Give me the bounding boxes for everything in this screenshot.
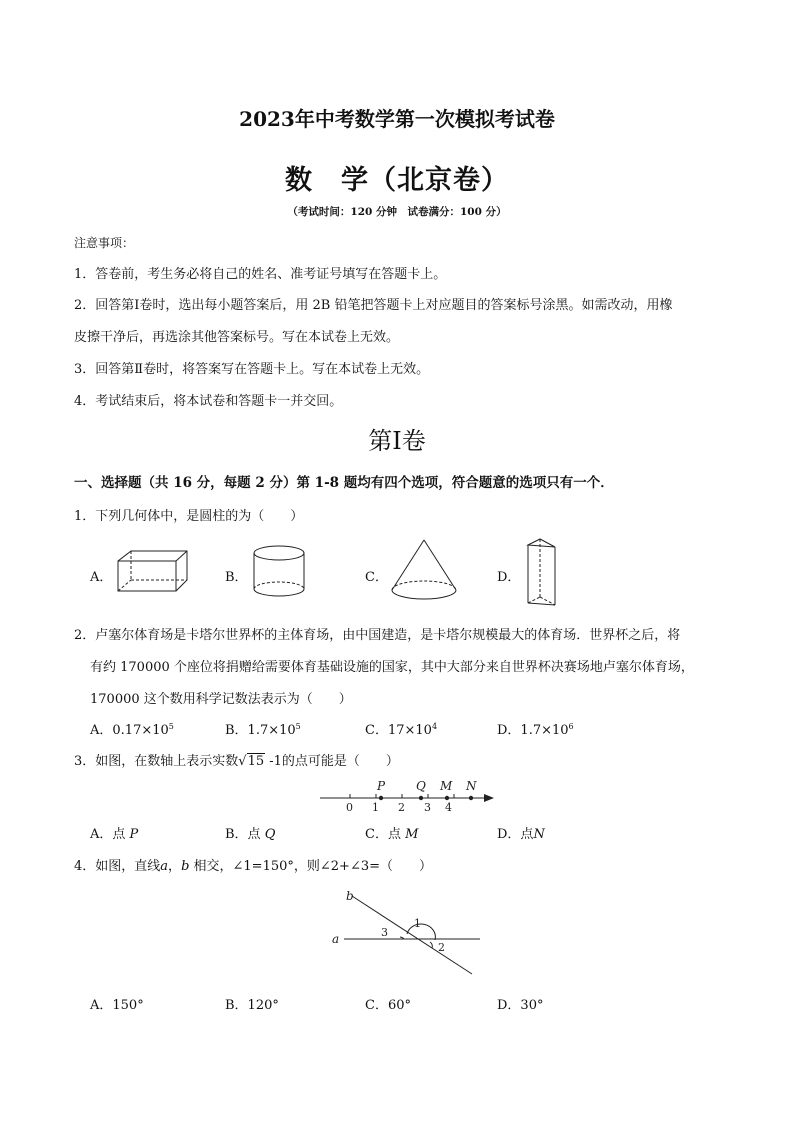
point-m <box>445 796 449 800</box>
q2-line-2: 有约 170000 个座位将捐赠给需要体育基础设施的国家，其中大部分来自世界杯决赛场地卢塞尔体育场， <box>90 660 694 675</box>
cone-figure <box>388 538 460 604</box>
point-p <box>379 796 383 800</box>
line-b <box>352 896 472 974</box>
note-item-2: 2．回答第Ⅰ卷时，选出每小题答案后，用 2B 铅笔把答题卡上对应题目的答案标号涂黑。如需改动，用橡 <box>74 298 673 313</box>
angle-label-2: 2 <box>438 941 445 954</box>
note-item-4: 4．考试结束后，将本试卷和答题卡一并交回。 <box>74 394 343 409</box>
note-item-2-cont: 皮擦干净后，再选涂其他答案标号。写在本试卷上无效。 <box>74 330 400 345</box>
angle-label-3: 3 <box>381 926 388 939</box>
notes-heading: 注意事项： <box>74 236 135 250</box>
q4-stem: 4．如图，直线a，b 相交，∠1=150°，则∠2+∠3=（ ） <box>74 859 433 874</box>
q2-option-b: B．$1.7\times 10^5$ <box>225 722 301 738</box>
q3-stem: 3．如图，在数轴上表示实数√15 -1的点可能是（ ） <box>74 754 399 769</box>
point-label-m: M <box>440 779 453 793</box>
q4-option-c: C．60° <box>365 998 411 1013</box>
q3-option-a: A．点 P <box>90 827 139 842</box>
cuboid-figure <box>115 548 190 598</box>
section-heading: 一、选择题（共 16 分，每题 2 分）第 1-8 题均有四个选项，符合题意的选项只有一个． <box>74 475 614 491</box>
subject-title: 数 学（北京卷） <box>285 165 509 196</box>
q4-option-a: A．150° <box>90 998 144 1013</box>
tick-label-4: 4 <box>445 801 452 814</box>
angle-label-1: 1 <box>414 917 421 930</box>
tick-label-1: 1 <box>372 801 379 814</box>
q3-option-c: C．点 M <box>365 827 419 842</box>
tick-label-2: 2 <box>398 801 405 814</box>
q1-option-b: B． <box>225 570 248 585</box>
label-a: a <box>332 932 340 946</box>
q2-option-a: A．$0.17\times 10^5$ <box>90 722 174 738</box>
q4-option-b: B．120° <box>225 998 279 1013</box>
point-label-n: N <box>466 779 477 793</box>
exam-info: （考试时间：120 分钟 试卷满分：100 分） <box>287 206 507 218</box>
point-label-q: Q <box>416 779 426 793</box>
tick-label-3: 3 <box>424 801 431 814</box>
q1-stem: 1．下列几何体中，是圆柱的为（ ） <box>74 509 304 524</box>
number-line <box>318 778 498 814</box>
tick-label-0: 0 <box>346 801 353 814</box>
q4-option-d: D．30° <box>497 998 544 1013</box>
intersecting-lines-figure <box>330 888 490 984</box>
sqrt-expression: √15 <box>238 754 265 769</box>
q1-option-a: A． <box>90 570 113 585</box>
q1-option-c: C． <box>365 570 388 585</box>
label-b: b <box>346 889 354 903</box>
section-title: 第Ⅰ卷 <box>368 427 426 455</box>
note-item-3: 3．回答第Ⅱ卷时，将答案写在答题卡上。写在本试卷上无效。 <box>74 362 430 377</box>
q3-option-b: B．点 Q <box>225 827 276 842</box>
q2-line-3: 170000 这个数用科学记数法表示为（ ） <box>90 692 352 707</box>
q3-option-d: D．点N <box>497 827 545 842</box>
point-n <box>469 796 473 800</box>
note-item-1: 1．答卷前，考生务必将自己的姓名、准考证号填写在答题卡上。 <box>74 267 447 282</box>
point-label-p: P <box>377 779 386 793</box>
cylinder-figure <box>252 543 308 603</box>
prism-figure <box>525 537 560 609</box>
exam-title: 2023年中考数学第一次模拟考试卷 <box>239 107 555 131</box>
q2-line-1: 2．卢塞尔体育场是卡塔尔世界杯的主体育场，由中国建造，是卡塔尔规模最大的体育场．世界杯之后，将 <box>74 628 681 643</box>
q1-option-d: D． <box>497 570 521 585</box>
q2-option-d: D．$1.7\times 10^6$ <box>497 722 574 738</box>
q2-option-c: C．$17\times 10^4$ <box>365 722 438 738</box>
point-q <box>419 796 423 800</box>
